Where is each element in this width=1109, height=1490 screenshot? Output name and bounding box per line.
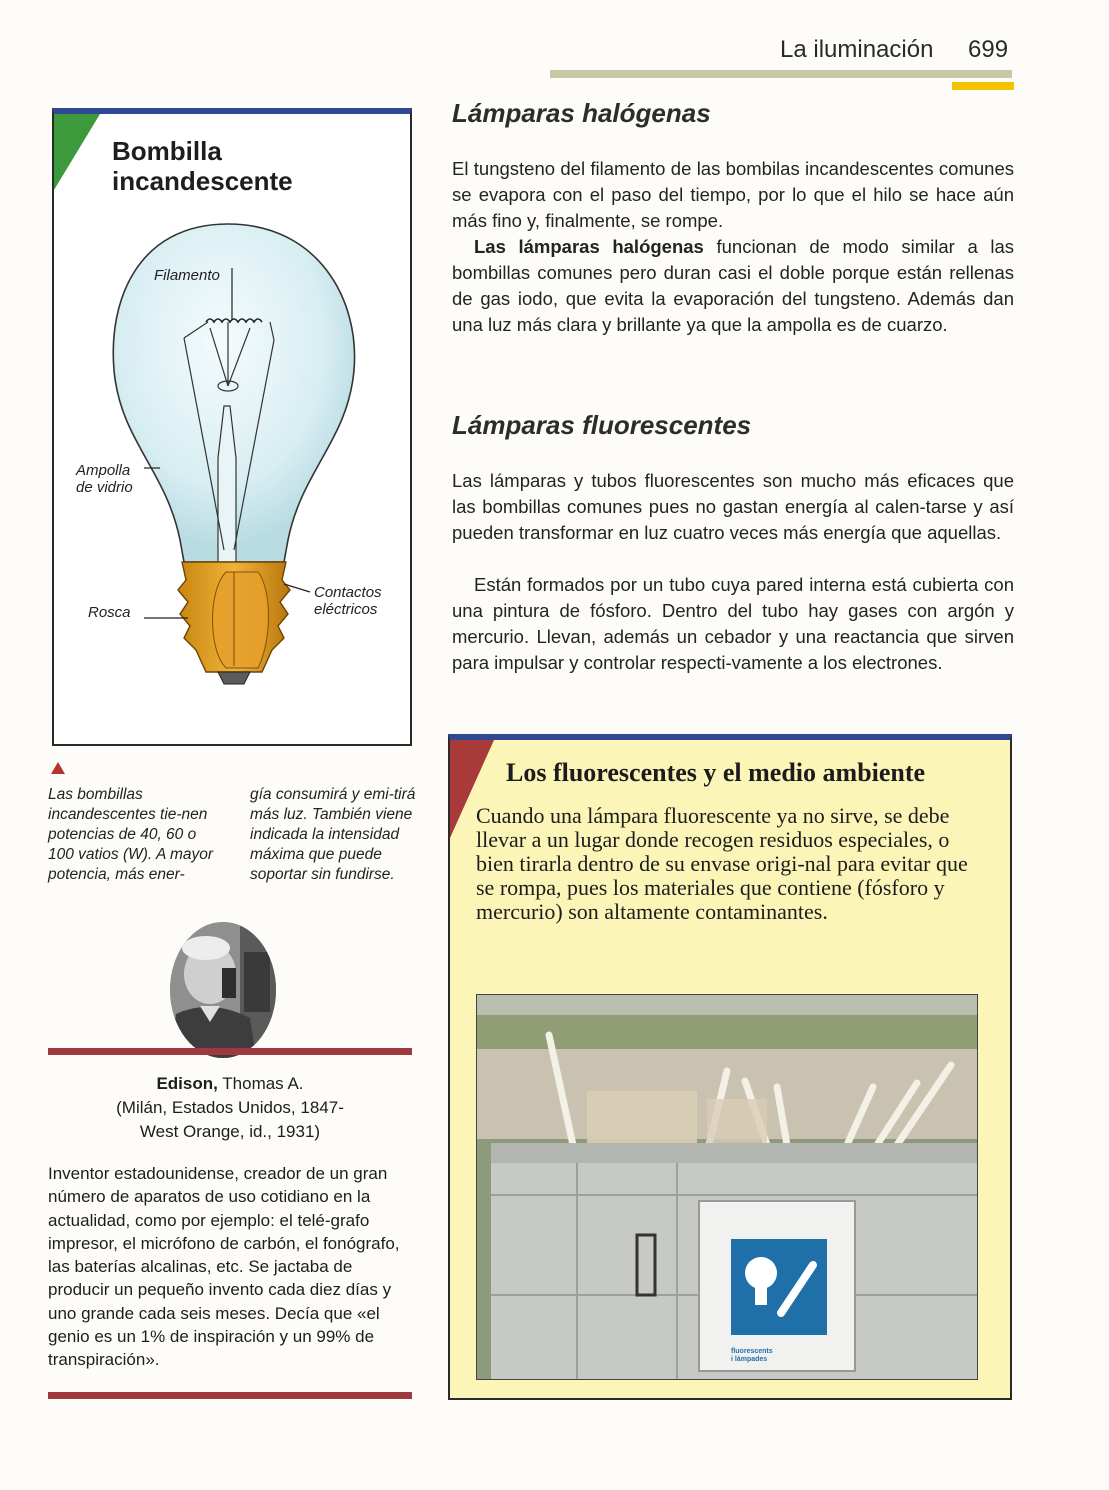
- recycling-bin-photo: [476, 994, 978, 1380]
- halogen-paragraph-1: El tungsteno del filamento de las bombilas incandescentes comunes se evapora con el paso del tiempo, por lo que el hilo se hace aún más fino y, finalmente, se rompe.: [452, 158, 1014, 231]
- label-contactos-line1: Contactos: [314, 584, 382, 601]
- caption-column-2: gía consumirá y emi-tirá más luz. También viene indicada la intensidad máxima que puede soportar sin fundirse.: [250, 786, 416, 883]
- label-ampolla-line2: de vidrio: [76, 479, 133, 496]
- edison-top-rule: [48, 1048, 412, 1055]
- edison-dates-line2: West Orange, id., 1931): [139, 1122, 321, 1141]
- label-ampolla-line1: Ampolla: [76, 462, 131, 479]
- label-ampolla: [76, 462, 133, 496]
- recycling-sign: [731, 1239, 827, 1335]
- edison-bottom-rule: [48, 1392, 412, 1399]
- edison-surname: Edison,: [156, 1074, 218, 1093]
- page-number: 699: [968, 36, 1009, 63]
- halogen-bold-term: Las lámparas halógenas: [474, 236, 704, 257]
- caption-triangle-icon: [51, 762, 65, 774]
- header-accent-bar: [952, 82, 1014, 90]
- edison-biography: Inventor estadounidense, creador de un gran número de aparatos de uso cotidiano en la actualidad, como por ejemplo: el telé-grafo impresor, el micrófono de carbón, el fonógrafo, las baterías alcalinas, etc. Se jactaba de producir un pequeño invento cada diez días y uno grande cada seis meses. Decía que «el genio es un 1% de inspiración y un 99% de transpiración».: [48, 1164, 400, 1370]
- label-rosca: Rosca: [88, 604, 131, 621]
- label-filamento: Filamento: [154, 267, 220, 284]
- glass-stem: [218, 406, 236, 562]
- bulb-box-title: [112, 136, 372, 196]
- label-contactos-line2: eléctricos: [314, 601, 378, 618]
- running-header-title: La iluminación: [780, 36, 934, 63]
- heading-halogen-lamps: Lámparas halógenas: [452, 98, 711, 128]
- halogen-paragraph-2-rest: funcionan de modo similar a las bombillas comunes pero duran casi el doble porque están rellenas de gas iodo, que evita la evaporación del tungsteno. Además dan una luz más clara y brillante ya que la ampolla es de cuarzo.: [452, 236, 1015, 335]
- edison-portrait-photo: [170, 922, 276, 1058]
- label-contactos: [314, 584, 382, 618]
- edison-dates-line1: (Milán, Estados Unidos, 1847-: [116, 1098, 344, 1117]
- green-corner-accent: [54, 114, 100, 190]
- fluorescent-paragraph-2: Están formados por un tubo cuya pared interna está cubierta con una pintura de fósforo. Dentro del tubo hay gases con argón y mercurio. Llevan, además un cebador y una reactancia que sirven para impulsar y controlar respecti-vamente a los electrones.: [452, 574, 1014, 673]
- fluorescent-paragraph-1: Las lámparas y tubos fluorescentes son mucho más eficaces que las bombillas comunes pues no gastan energía al calen-tarse y así pueden transformar en luz cuatro veces más energía que aquellas.: [452, 470, 1014, 543]
- header-rule: [550, 70, 1012, 78]
- environment-box-title: Los fluorescentes y el medio ambiente: [506, 758, 926, 787]
- incandescent-bulb-illustration: [58, 210, 408, 700]
- halogen-paragraph-2: [452, 234, 1014, 338]
- edison-dates: [48, 1096, 412, 1144]
- environment-box-text: Cuando una lámpara fluorescente ya no sirve, se debe llevar a un lugar donde recogen residuos especiales, o bien tirarla dentro de su envase origi-nal para evitar que se rompa, pues los materiales que contiene (fósforo y mercurio) son altamente contaminantes.: [476, 803, 968, 924]
- caption-column-1: Las bombillas incandescentes tie-nen potencias de 40, 60 o 100 vatios (W). A mayor potencia, más ener-: [48, 786, 214, 883]
- bulb-box-title-line2: incandescente: [112, 166, 293, 196]
- bulb-box-title-line1: Bombilla: [112, 136, 222, 166]
- sign-text-line1: fluorescents: [731, 1348, 773, 1355]
- edison-given-name: Thomas A.: [217, 1074, 304, 1093]
- heading-fluorescent-lamps: Lámparas fluorescentes: [452, 410, 752, 440]
- sign-text-line2: i làmpades: [731, 1356, 768, 1363]
- edison-name-line: [48, 1072, 412, 1096]
